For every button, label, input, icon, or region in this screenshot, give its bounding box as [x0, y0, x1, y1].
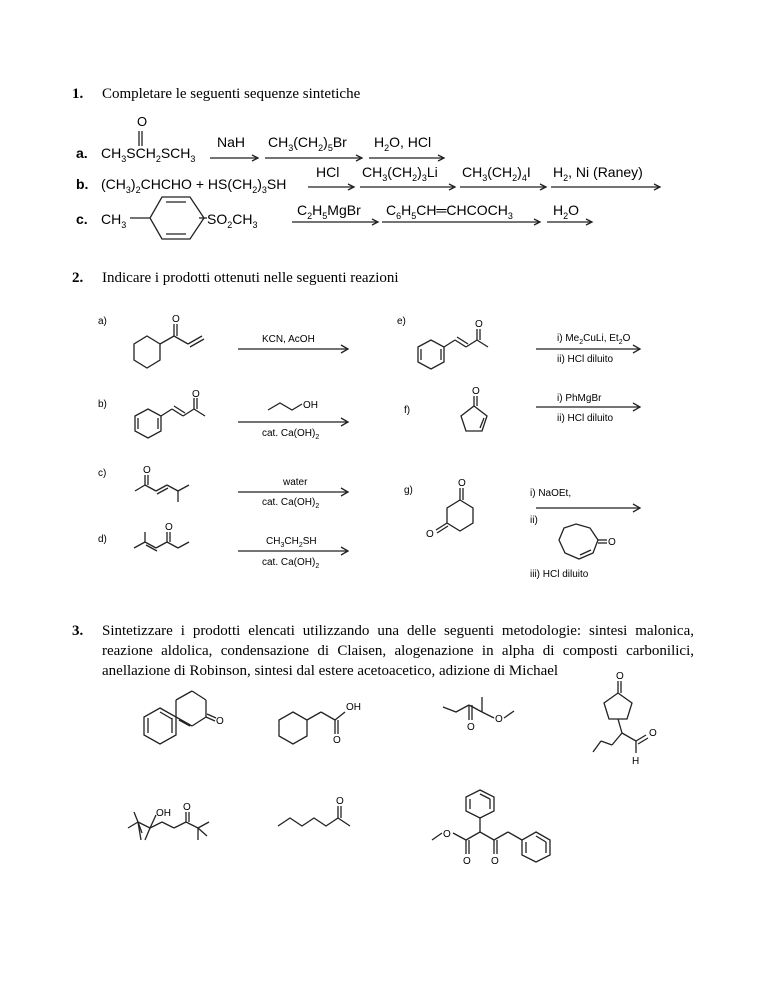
target-5 — [128, 802, 209, 840]
sequence-a-carbonyl-o: O — [137, 114, 148, 129]
question-3-text: Sintetizzare i prodotti elencati utilizzando una delle seguenti metodologie: sintesi malonica, reazione aldolica, condensazione di Claisen, alogenazione in alpha di composti carbonilici, anellazione di Robinson, sintesi dal estere acetoacetico, adizione di Michael — [102, 623, 694, 679]
reaction-d-reagent: $CH_3CH_2SH$ — [266, 536, 317, 549]
target-5-oh: OH — [156, 808, 171, 819]
reaction-e-workup: ii) HCl diluito — [557, 354, 614, 365]
target-4 — [593, 671, 657, 767]
target-3-o2: O — [495, 714, 503, 725]
question-1-text: Completare le seguenti sequenze sintetiche — [102, 86, 361, 102]
reaction-g-label: g) — [404, 485, 413, 496]
svg-text:O: O — [608, 537, 616, 548]
reactant-a-o: O — [172, 314, 180, 325]
target-2-oh: OH — [346, 702, 361, 713]
target-4-h: H — [632, 756, 640, 767]
sequence-c-label: c. — [76, 211, 88, 227]
svg-text:O: O — [192, 389, 200, 400]
reaction-g-reagent: i) NaOEt, — [530, 488, 572, 499]
reagent-c2: $C_6H_5CH═CHCOCH_3$ — [386, 202, 513, 221]
target-7-o3: O — [491, 856, 499, 867]
svg-text:O: O — [143, 465, 151, 476]
question-2-text: Indicare i prodotti ottenuti nelle seguenti reazioni — [102, 270, 399, 286]
sequence-a-label: a. — [76, 145, 88, 161]
reaction-c-condition: cat. $Ca(OH)_2$ — [262, 497, 320, 510]
svg-text:O: O — [472, 386, 480, 397]
target-7 — [432, 790, 550, 867]
sequence-c-right-group: $SO_2CH_3$ — [207, 211, 258, 230]
reagent-b2: $CH_3(CH_2)_3Li$ — [362, 164, 438, 183]
reaction-b-label: b) — [98, 399, 107, 410]
question-2-number: 2. — [72, 270, 84, 286]
reagent-b-oh: OH — [303, 400, 318, 411]
reagent-b1: HCl — [316, 164, 340, 180]
question-3-number: 3. — [72, 623, 84, 639]
target-4-o: O — [616, 671, 624, 682]
target-2-o: O — [333, 735, 341, 746]
reagent-c1: $C_2H_5MgBr$ — [297, 202, 361, 221]
reaction-f-reagent: i) PhMgBr — [557, 393, 602, 404]
reaction-d-condition: cat. $Ca(OH)_2$ — [262, 557, 320, 570]
sequence-c-left-group: $CH_3$ — [101, 211, 127, 230]
reaction-f-workup: ii) HCl diluito — [557, 413, 614, 424]
svg-text:O: O — [475, 319, 483, 330]
reaction-e-reagent: i) $Me_2CuLi$, $Et_2O$ — [557, 333, 631, 346]
target-4-o2: O — [649, 728, 657, 739]
reagent-b4: $H_2$, Ni (Raney) — [553, 164, 643, 183]
reagent-b3: $CH_3(CH_2)_4I$ — [462, 164, 531, 183]
reaction-a-reagent: KCN, AcOH — [262, 334, 315, 345]
target-2 — [279, 702, 361, 746]
target-5-o: O — [183, 802, 191, 813]
target-3-o: O — [467, 722, 475, 733]
target-1 — [144, 691, 224, 744]
reaction-e-label: e) — [397, 316, 406, 327]
reaction-c-label: c) — [98, 468, 107, 479]
question-1-number: 1. — [72, 86, 84, 102]
reaction-g-step2: ii) — [530, 515, 538, 526]
reaction-g-workup: iii) HCl diluito — [530, 569, 589, 580]
reagent-a1: NaH — [217, 134, 246, 150]
target-6-o: O — [336, 796, 344, 807]
reagent-a2: $CH_3(CH_2)_5Br$ — [268, 134, 347, 153]
reagent-a3: $H_2O$, HCl — [374, 134, 432, 153]
sequence-b-start: $(CH_3)_2CHCHO + HS(CH_2)_3SH$ — [101, 176, 287, 195]
target-6 — [278, 796, 350, 826]
target-3 — [443, 697, 514, 733]
target-7-o1: O — [463, 856, 471, 867]
reagent-c3: $H_2O$ — [553, 202, 580, 221]
reaction-a-label: a) — [98, 316, 107, 327]
target-7-o2: O — [443, 829, 451, 840]
sequence-b-label: b. — [76, 176, 89, 192]
svg-text:O: O — [165, 522, 173, 533]
reaction-b-condition: cat. $Ca(OH)_2$ — [262, 428, 320, 441]
svg-text:O: O — [426, 529, 434, 540]
reaction-c-reagent: water — [283, 477, 308, 488]
svg-text:O: O — [458, 478, 466, 489]
sequence-a-start: $CH_3SCH_2SCH_3$ — [101, 145, 196, 164]
reaction-d-label: d) — [98, 534, 107, 545]
target-1-o: O — [216, 716, 224, 727]
reaction-f-label: f) — [404, 405, 411, 416]
